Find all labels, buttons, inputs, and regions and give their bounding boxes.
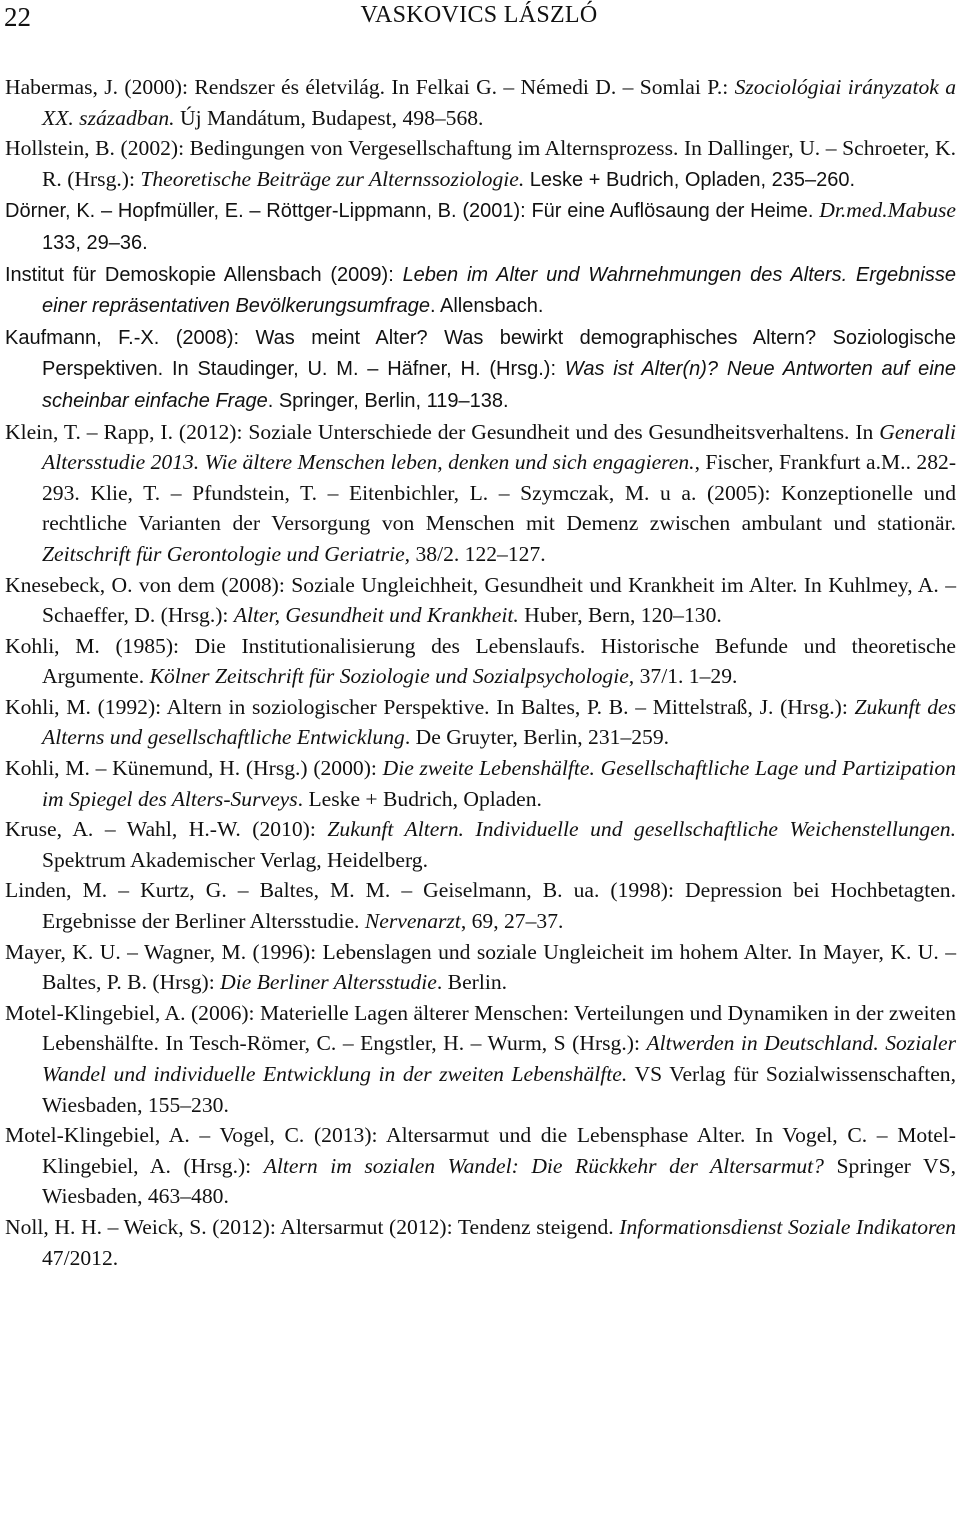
reference-italic-segment: Die Berliner Altersstudie <box>220 970 437 995</box>
page-number: 22 <box>4 2 31 32</box>
reference-segment: Motel-Klingebiel, A. (2006): Materielle Lagen älterer Menschen: Verteilungen und Dynamiken in der zweiten Lebenshälfte. In Tesch-Römer, C. – Engstler, H. – Wurm, S (Hrsg.): <box>5 1000 956 1056</box>
reference-segment: Habermas, J. (2000): Rendszer és életvilág. In Felkai G. – Némedi D. – Somlai P.: <box>5 75 735 99</box>
reference-segment: Linden, M. – Kurtz, G. – Baltes, M. M. – Geiselmann, B. ua. (1998): Depression bei Hochbetagten. Ergebnisse der Berliner Altersstudie. <box>5 878 956 934</box>
reference-italic-segment: Dr.med.Mabuse <box>819 198 956 223</box>
reference-segment: Institut für Demoskopie Allensbach (2009): <box>5 263 403 286</box>
reference-segment: Spektrum Akademischer Verlag, Heidelberg. <box>42 847 428 872</box>
reference-segment: . Berlin. <box>436 970 508 995</box>
reference-segment: . Leske + Budrich, Opladen. <box>297 786 542 811</box>
reference-italic-segment: Altwerden in Deutschland. Sozialer Wandel und individuelle Entwicklung in der zweiten Lebenshälfte. <box>42 1031 956 1086</box>
reference-segment: Klein, T. – Rapp, I. (2012): Soziale Unterschiede der Gesundheit und des Gesundheitsverhaltens. In <box>5 419 880 444</box>
reference-italic-segment: Altern im sozialen Wandel: Die Rückkehr der Altersarmut? <box>263 1153 824 1178</box>
reference-segment: Noll, H. H. – Weick, S. (2012): Altersarmut (2012): Tendenz steigend. <box>5 1214 620 1239</box>
reference-segment: Motel-Klingebiel, A. – Vogel, C. (2013): Altersarmut und die Lebensphase Alter. In Vogel, C. – Motel-Klingebiel, A. (Hrsg.): <box>5 1123 956 1178</box>
reference-entry <box>5 417 956 570</box>
reference-italic-segment: Die zweite Lebenshälfte. Gesellschaftliche Lage und Partizipation im Spiegel des Alters-Surveys <box>42 756 956 811</box>
reference-italic-segment: Alter, Gesundheit und Krankheit. <box>233 603 519 628</box>
reference-segment: . Allensbach. <box>430 295 544 318</box>
reference-italic-segment: Theoretische Beiträge zur Alternssoziologie. <box>140 166 525 191</box>
reference-entry <box>5 814 956 875</box>
reference-entry <box>5 1120 956 1212</box>
reference-entry <box>5 259 956 322</box>
reference-segment: Kohli, M. (1985): Die Institutionalisierung des Lebenslaufs. Historische Befunde und theoretische Argumente. <box>5 633 956 689</box>
reference-italic-segment: Szociológiai irányzatok a XX. században. <box>42 75 957 130</box>
reference-entry <box>5 937 956 998</box>
reference-italic-segment: Zeitschrift für Gerontologie und Geriatrie, <box>42 541 411 566</box>
reference-segment: Kohli, M. – Künemund, H. (Hrsg.) (2000): <box>5 756 383 781</box>
reference-entry <box>5 998 956 1120</box>
reference-segment: Mayer, K. U. – Wagner, M. (1996): Lebenslagen und soziale Ungleicheit im hohem Alter. In Mayer, K. U. – Baltes, P. B. (Hrsg): <box>5 939 956 995</box>
reference-entry <box>5 875 956 936</box>
running-head: VASKOVICS LÁSZLÓ <box>360 2 598 28</box>
reference-entry <box>5 72 956 133</box>
reference-segment: Leske + Budrich, Opladen, 235–260. <box>524 168 856 191</box>
reference-italic-segment: Informationsdienst Soziale Indikatoren <box>619 1214 956 1239</box>
reference-segment: Kaufmann, F.-X. (2008): Was meint Alter? Was bewirkt demographisches Altern? Soziologische Perspektiven. In Staudinger, U. M. – Häfner, H. (Hrsg.): <box>5 326 956 381</box>
reference-segment: 38/2. 122–127. <box>410 541 546 566</box>
reference-segment: 47/2012. <box>42 1245 119 1270</box>
reference-entry <box>5 322 956 417</box>
reference-segment: VS Verlag für Sozialwissenschaften, Wiesbaden, 155–230. <box>42 1062 956 1117</box>
reference-segment: Knesebeck, O. von dem (2008): Soziale Ungleichheit, Gesundheit und Krankheit im Alter. In Kuhlmey, A. – Schaeffer, D. (Hrsg.): <box>5 572 956 628</box>
reference-entry <box>5 195 956 258</box>
reference-entry <box>5 133 956 195</box>
reference-segment: Kruse, A. – Wahl, H.-W. (2010): <box>5 817 328 842</box>
reference-segment: Új Mandátum, Budapest, 498–568. <box>174 105 484 130</box>
reference-italic-segment: Zukunft Altern. Individuelle und gesellschaftliche Weichenstellungen. <box>327 817 956 842</box>
reference-segment: , Fischer, Frankfurt a.M.. 282-293. Klie, T. – Pfundstein, T. – Eitenbichler, L. – Szymczak, M. u a. (2005): Konzeptionelle und rechtliche Varianten der Versorgung von Menschen mit Demenz zwischen ambulant und stationär. <box>42 450 957 536</box>
reference-italic-segment: Nervenarzt <box>364 909 461 934</box>
reference-segment: Huber, Bern, 120–130. <box>518 603 722 628</box>
reference-italic-segment: Zukunft des Alterns und gesellschaftliche Entwicklung <box>42 694 956 750</box>
reference-italic-segment: Generali Altersstudie 2013. Wie ältere Menschen leben, denken und sich engagieren. <box>42 419 956 475</box>
reference-list <box>5 72 956 1273</box>
reference-segment: 37/1. 1–29. <box>634 664 738 689</box>
reference-entry <box>5 692 956 753</box>
reference-segment: , 69, 27–37. <box>460 909 564 934</box>
reference-entry <box>5 631 956 692</box>
reference-segment: Dörner, K. – Hopfmüller, E. – Röttger-Lippmann, B. (2001): Für eine Auflösaung der Heime. <box>5 200 820 223</box>
reference-segment: . Springer, Berlin, 119–138. <box>267 389 509 412</box>
reference-entry <box>5 570 956 631</box>
reference-italic-segment: Was ist Alter(n)? Neue Antworten auf eine scheinbar einfache Frage <box>42 358 956 412</box>
reference-segment: Kohli, M. (1992): Altern in soziologischer Perspektive. In Baltes, P. B. – Mittelstraß, J. (Hrsg.): <box>5 694 855 719</box>
reference-segment: . De Gruyter, Berlin, 231–259. <box>404 725 670 750</box>
page-header <box>4 0 954 40</box>
reference-segment: 133, 29–36. <box>42 231 148 254</box>
reference-segment: Springer VS, Wiesbaden, 463–480. <box>42 1153 957 1209</box>
reference-segment: Hollstein, B. (2002): Bedingungen von Vergesellschaftung im Alternsprozess. In Dallinger, U. – Schroeter, K. R. (Hrsg.): <box>5 136 956 191</box>
reference-italic-segment: Leben im Alter und Wahrnehmungen des Alters. Ergebnisse einer repräsentativen Bevölkerungsumfrage <box>42 263 956 318</box>
reference-entry <box>5 1212 956 1273</box>
reference-entry <box>5 753 956 814</box>
reference-italic-segment: Kölner Zeitschrift für Soziologie und Sozialpsychologie, <box>149 664 635 689</box>
